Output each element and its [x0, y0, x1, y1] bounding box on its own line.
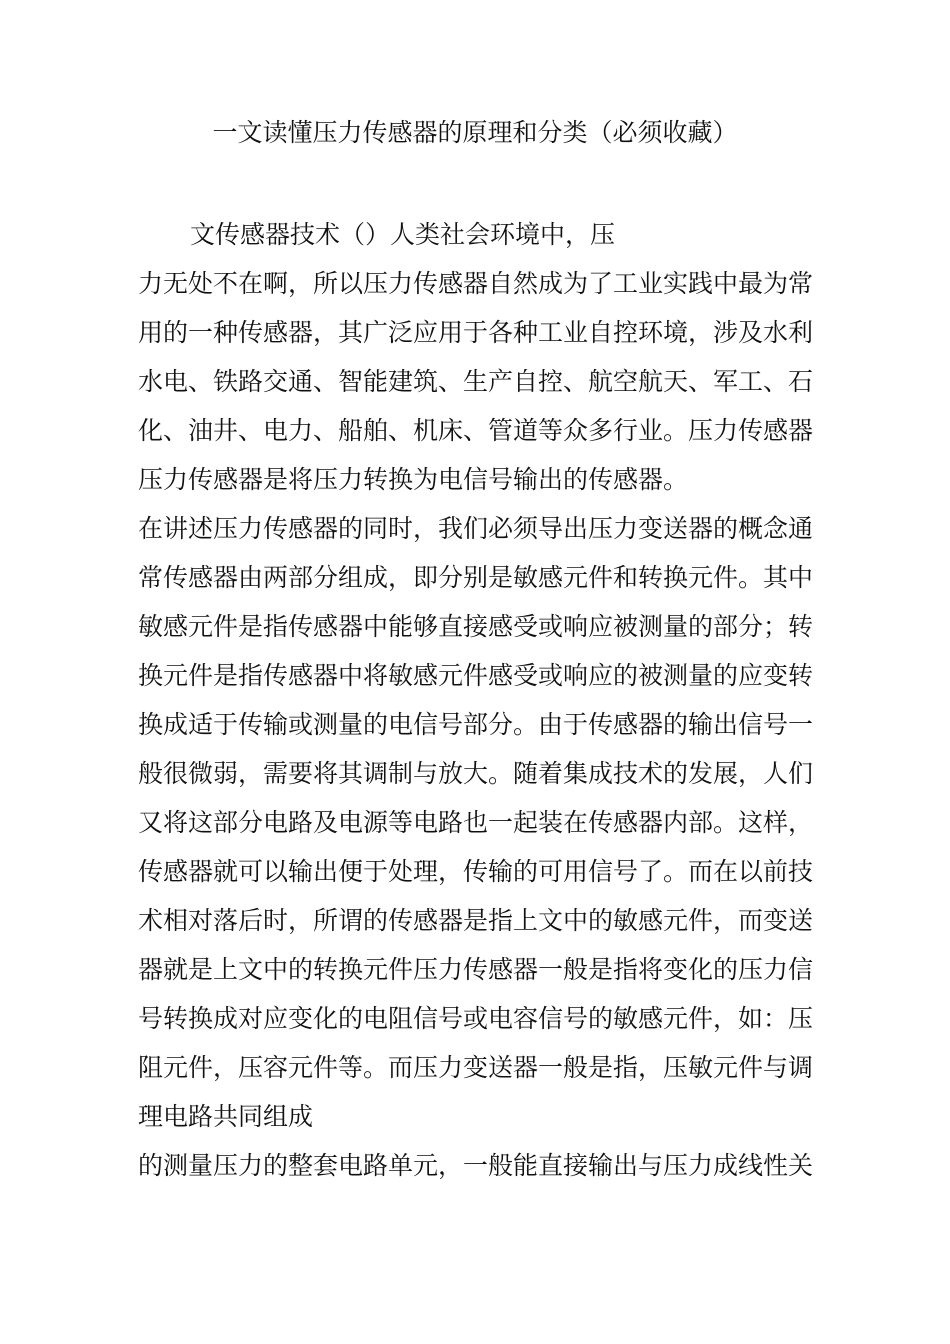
document-title: 一文读懂压力传感器的原理和分类（必须收藏） — [212, 118, 738, 147]
body-line: 文传感器技术（）人类社会环境中，压 — [190, 220, 616, 249]
document-body — [138, 210, 838, 1190]
body-line: 力无处不在啊，所以压力传感器自然成为了工业实践中最为常 — [138, 269, 814, 298]
body-line: 术相对落后时，所谓的传感器是指上文中的敏感元件，而变送 — [138, 906, 814, 935]
body-line: 阻元件，压容元件等。而压力变送器一般是指，压敏元件与调 — [138, 1053, 814, 1082]
body-line: 器就是上文中的转换元件压力传感器一般是指将变化的压力信 — [138, 955, 814, 984]
body-line: 般很微弱，需要将其调制与放大。随着集成技术的发展，人们 — [138, 759, 814, 788]
body-line: 敏感元件是指传感器中能够直接感受或响应被测量的部分；转 — [138, 612, 814, 641]
body-line: 水电、铁路交通、智能建筑、生产自控、航空航天、军工、石 — [138, 367, 814, 396]
body-line: 换元件是指传感器中将敏感元件感受或响应的被测量的应变转 — [138, 661, 814, 690]
body-line: 传感器就可以输出便于处理，传输的可用信号了。而在以前技 — [138, 857, 814, 886]
body-line: 理电路共同组成 — [138, 1102, 314, 1131]
body-line: 常传感器由两部分组成，即分别是敏感元件和转换元件。其中 — [138, 563, 814, 592]
body-line: 又将这部分电路及电源等电路也一起装在传感器内部。这样， — [138, 808, 814, 837]
body-line: 换成适于传输或测量的电信号部分。由于传感器的输出信号一 — [138, 710, 814, 739]
body-line: 的测量压力的整套电路单元，一般能直接输出与压力成线性关 — [138, 1151, 814, 1180]
body-line: 在讲述压力传感器的同时，我们必须导出压力变送器的概念通 — [138, 514, 814, 543]
body-line: 压力传感器是将压力转换为电信号输出的传感器。 — [138, 465, 689, 494]
body-line: 化、油井、电力、船舶、机床、管道等众多行业。压力传感器 — [138, 416, 814, 445]
body-line: 用的一种传感器，其广泛应用于各种工业自控环境，涉及水利 — [138, 318, 814, 347]
body-line: 号转换成对应变化的电阻信号或电容信号的敏感元件，如：压 — [138, 1004, 814, 1033]
